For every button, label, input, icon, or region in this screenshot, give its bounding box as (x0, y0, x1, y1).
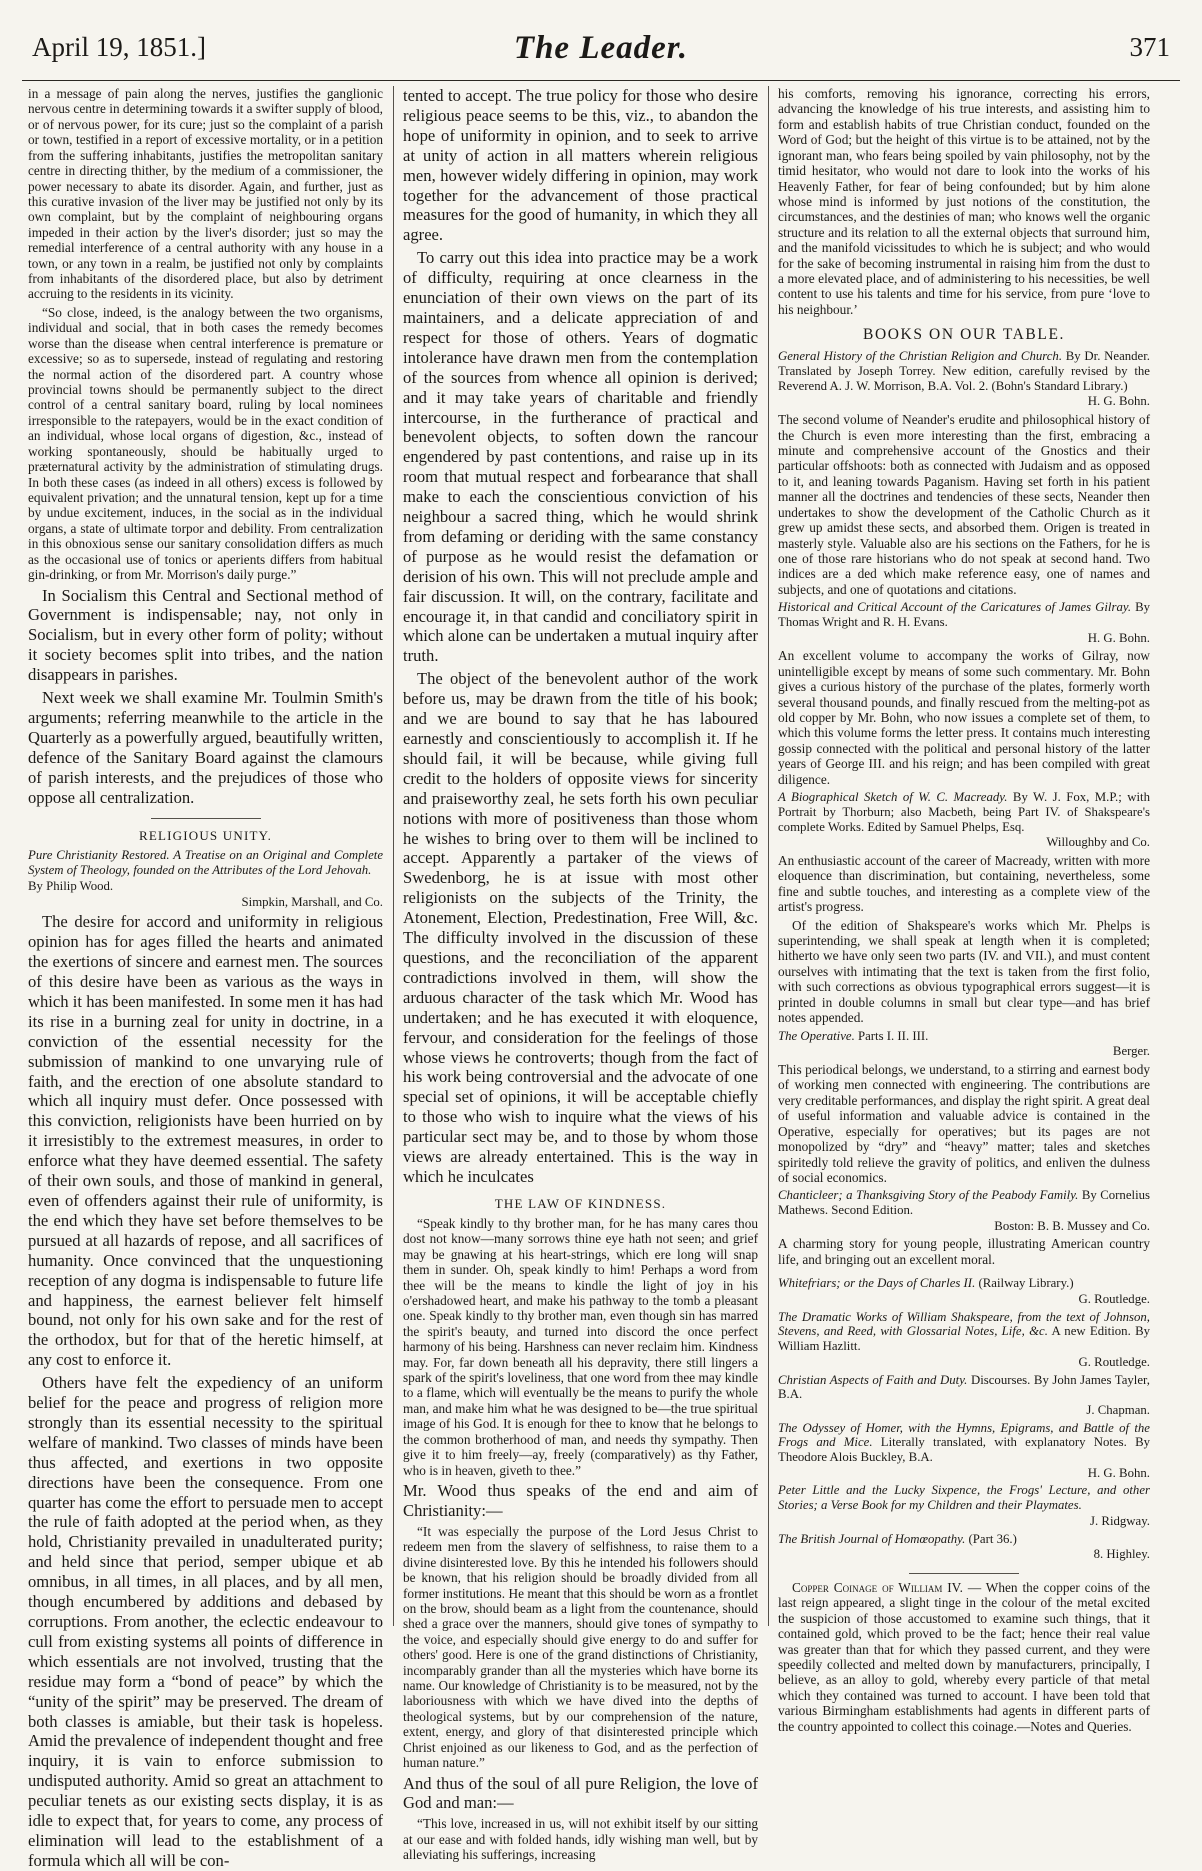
book-details: Literally translated, with explanatory Notes. By Theodore Alois Buckley, B.A. (778, 1435, 1151, 1465)
review-paragraph: The desire for accord and uniformity in religious opinion has for ages filled the hearts and animated the exertions of sincere and earnest men. The sources of this desire have been as various as the ways in which it has been manifested. In some men it has had its rise in a burning zeal for unity in doctrine, in a conviction of the essential necessity for the submission of mankind to one unvarying rule of faith, and the erection of one absolute standard to which all inquiry must defer. Once possessed with this conviction, religionists have been hurried on by it irresistibly to the extremest measures, in order to enforce what they have deemed essential. The safety of their own souls, and those of mankind in general, even of offenders against their rule of uniformity, is the end which they have set before themselves to be pursued at all hazards of repose, and all sacrifices of humanity. Once convinced that the unquestioning reception of any dogma is indispensable to future life and happiness, the earnest believer felt himself bound, not only for his own sake and for the rest of the orthodox, but for that of the heretic himself, at any cost to enforce it. (28, 912, 383, 1370)
book-details: By Thomas Wright and R. H. Evans. (778, 600, 1150, 629)
column-rule-right (768, 86, 769, 1626)
book-publisher: Boston: B. B. Mussey and Co. (994, 1218, 1150, 1233)
book-author: By Philip Wood. (28, 878, 114, 893)
column-rule-left (393, 86, 394, 1626)
newspaper-title: The Leader. (513, 30, 689, 66)
review-paragraph: Others have felt the expediency of an uniform belief for the peace and progress of religion more strongly than its essential necessity to the spiritual welfare of mankind. Two classes of minds have been thus affected, and exertions in two opposite directions have been the consequence. From one quarter has come the effort to persuade men to accept the rule of faith adopted at the period when, as they hold, Christianity prevailed in unadulterated purity; and held since that period, semper ubique et ab omnibus, in all times, in all places, and by all men, though encumbered by additions and debased by corruptions. From another, the eclectic endeavour to cull from existing systems all points of difference in which essentials are not involved, trusting that the residue may form a “bond of peace” by which the “unity of the spirit” may be preserved. The dream of both classes is amiable, but their task is hopeless. Amid the prevalence of independent thought and free inquiry, it is vain to enforce submission to undisputed authority. Amid so great an attachment to peculiar tenets as our existing sects display, it is as idle to expect that, for years to come, any process of elimination will lead to the establishment of a formula which all will be con- (28, 1373, 383, 1870)
review-paragraph: And thus of the soul of all pure Religion, the love of God and man:— (403, 1773, 758, 1813)
book-publisher: G. Routledge. (1078, 1354, 1150, 1369)
book-title: The British Journal of Homœopathy. (778, 1531, 966, 1546)
review-paragraph: To carry out this idea into practice may be a work of difficulty, requiring at once clearness in the enunciation of their own views on the part of its maintainers, and a delicate appreciation of and respect for those of others. Years of dogmatic intolerance have drawn men from the contemplation of the sources from whence all opinion is derived; and it may take years of charitable and friendly intercourse, in the furtherance of practical and benevolent objects, to soften down the rancour engendered by past contentions, and raise up in its room that mutual respect and forbearance that shall make to each the conscientious conviction of his neighbour a sacred thing, which he would shrink from defaming or deriding with the same constancy of purpose as he would resist the defamation or derision of his own. This will not preclude ample and fair discussion. It will, on the contrary, facilitate and encourage it, in that candid and conciliatory spirit in which alone can be undertaken a mutual inquiry after truth. (403, 248, 758, 666)
book-details: (Railway Library.) (978, 1276, 1074, 1291)
book-details: By Dr. Neander. Translated by Joseph Torrey. New edition, carefully revised by the Reverend A. J. W. Morrison, B.A. Vol. 2. (Bohn's Standard Library.) (778, 349, 1150, 393)
book-details: A new Edition. By William Hazlitt. (778, 1324, 1150, 1354)
book-notice: The second volume of Neander's erudite and philosophical history of the Church is even more interesting than the first, embracing a minute and comprehensive account of the Gnostics and their particular offshoots: both as connected with Judaism and as opposed to it, and leaning towards Paganism. Having set forth in his patient manner all the doctrines and tendencies of these sects, Neander then undertakes to show the development of the Catholic Church as it grew up amidst these sects, and absorbed them. Origen is treated in masterly style. Valuable also are his sections on the Fathers, for he is one of those rare historians who do not speak at second hand. Two indices are a ded which make reference easy, one of names and subjects, and one of quotations and citations. (778, 412, 1150, 597)
book-details: By W. J. Fox, M.P.; with Portrait by Thorburn; also Macbeth, being Part IV. of Shakspeare's complete Works. Edited by Samuel Phelps, Esq. (778, 790, 1151, 834)
column-2 (403, 86, 758, 1863)
book-publisher: J. Chapman. (1086, 1402, 1150, 1417)
book-notice: Of the edition of Shakspeare's works which Mr. Phelps is superintending, we shall speak at length when it is completed; hitherto we have only seen two parts (IV. and VII.), and must content ourselves with intimating that the text is taken from the first folio, with such corrections as obvious typographical errors suggest—it is printed in double columns in small but clear type—and has brief notes appended. (778, 917, 1150, 1026)
review-paragraph: The object of the benevolent author of the work before us, may be drawn from the title of his book; and we are bound to say that he has laboured earnestly and conscientiously to accomplish it. If he should fail, it will be because, while giving full credit to the holders of opposite views for sincerity and praiseworthy zeal, he sets forth his own peculiar notions with more of positiveness than those whom he wishes to bring over to them will be inclined to accept. Apparently a partaker of the views of Swedenborg, he is at issue with most other religionists on the subjects of the Trinity, the Atonement, Election, Predestination, Free Will, &c. The difficulty involved in the discussion of these questions, and the reconciliation of the apparent contradictions involved in them, will show the arduous character of the task which Mr. Wood has undertaken; and he has executed it with eloquence, fervour, and consideration for the feelings of those whose views he controverts; though from the fact of his work being controversial and the advocate of one special set of opinions, it will be acceptable chiefly to those who wish to inquire what the views of his particular sect may be, and to those by whom those views are already entertained. This is the way in which he inculcates (403, 669, 758, 1186)
book-title: General History of the Christian Religion and Church. (778, 349, 1063, 364)
book-publisher: Berger. (1112, 1044, 1150, 1059)
book-publisher: H. G. Bohn. (1087, 394, 1150, 409)
book-notice: An excellent volume to accompany the works of Gilray, now unintelligible except by means of some such commentary. Mr. Bohn gives a curious history of the purchase of the plates, formerly worth several thousand pounds, and finally rescued from the melting-pot as old copper by Mr. Bohn, who now issues a complete set of them, to which this volume forms the letter press. It contains much interesting gossip connected with the political and personal history of the latter years of George III. and his reign; and has been compiled with great diligence. (778, 648, 1150, 787)
quote-paragraph: “This love, increased in us, will not exhibit itself by our sitting at our ease and with folded hands, idly wishing man well, but by alleviating his sufferings, increasing (403, 1816, 758, 1863)
book-title: Historical and Critical Account of the Caricatures of James Gilray. (778, 600, 1132, 615)
quote-paragraph: in a message of pain along the nerves, justifies the ganglionic nervous centre in determining towards it a swifter supply of blood, or of nervous power, for its cure; just so the complaint of a parish or town, testified in a report of excessive mortality, or in a petition from the suffering inhabitants, justifies the metropolitan sanitary centre in directing thither, by the medium of a commissioner, the power necessary to abate its disorder. Again, and further, just as this curative invasion of the liver may be justified not only by its own complaint, but by the complaint of neighbouring organs impeded in their action by the liver's disorder; just so may the remedial interference of a central authority with any house in a town, or any town in a realm, be justified not only by complaints from inhabitants of the disordered place, but also by detriment accruing to the residents in its vicinity. (28, 86, 383, 302)
book-title: The Operative. (778, 1028, 855, 1043)
book-notice: An enthusiastic account of the career of Macready, written with more eloquence than discrimination, but containing, nevertheless, some fine and subtle touches, and interesting as a complete view of the artist's progress. (778, 852, 1150, 915)
book-details: Discourses. By John James Tayler, B.A. (778, 1372, 1150, 1402)
book-title: Whitefriars; or the Days of Charles II. (778, 1276, 976, 1291)
review-paragraph: tented to accept. The true policy for those who desire religious peace seems to be this, viz., to abandon the hope of uniformity in opinion, and to seek to arrive at unity of action in all matters wherein religious men, however widely differing in opinion, may work together for the advancement of those practical measures for the good of humanity, in which they all agree. (403, 86, 758, 245)
quote-paragraph: “It was especially the purpose of the Lord Jesus Christ to redeem men from the slavery of selfishness, to raise them to a divine disinterested love. By this he intended his followers should be known, that his religion should be broadly divided from all former institutions. He meant that this should be worn as a frontlet on the brow, should beam as a light from the countenance, should shed a grace over the manners, should give tones of sympathy to the voice, and especially should give energy to do and suffer for others' good. Here is one of the grand distinctions of Christianity, incomparably grander than all the mysteries which have borne its name. Our knowledge of Christianity is to be measured, not by the laboriousness with which we have dived into the depths of theological systems, but by our comprehension of the nature, extent, energy, and glory of that disinterested principle which Christ enjoined as our likeness to God, and as the perfection of human nature.” (403, 1523, 758, 1771)
masthead (22, 28, 1180, 81)
quote-paragraph: his comforts, removing his ignorance, correcting his errors, advancing the knowledge of his true interests, and assisting him to form and establish habits of true Christian conduct, founded on the Word of God; but the height of this virtue is to be attained, not by the ignorant man, who fears being spoiled by vain philosophy, not by the timid hesitator, who would not dare to look into the works of his Heavenly Father, for fear of being confounded; but by him alone whose mind is informed by just notions of the constitution, the circumstances, and the destinies of man; who knows well the organic structure and its relation to all the external objects that surround him, and the manifold vicissitudes to which he is subject; and who would for the sake of becoming instrumental in raising him from the dust to a more elevated place, and of administering to his necessities, be well content to use his talents and time for his service, from pure ‘love to his neighbour.’ (778, 86, 1150, 317)
section-divider (909, 1573, 1019, 1574)
book-details: Parts I. II. III. (857, 1028, 929, 1043)
section-heading: BOOKS ON OUR TABLE. (863, 326, 1065, 344)
body-paragraph: Next week we shall examine Mr. Toulmin Smith's arguments; referring meanwhile to the article in the Quarterly as a powerfully argued, beautifully written, defence of the Sanitary Board against the clamours of parish interests, and the prejudices of those who oppose all centralization. (28, 688, 383, 807)
review-paragraph: Mr. Wood thus speaks of the end and aim of Christianity:— (403, 1481, 758, 1520)
book-title: Pure Christianity Restored. A Treatise on an Original and Complete System of Theology, founded on the Attributes of the Lord Jehovah. (28, 848, 383, 878)
issue-date: April 19, 1851.] (32, 32, 206, 62)
book-title: The Odyssey of Homer, with the Hymns, Epigrams, and Battle of the Frogs and Mice. (778, 1420, 1150, 1450)
article-heading: Copper Coinage of William IV. (792, 1579, 963, 1595)
book-title: Chanticleer; a Thanksgiving Story of the Peabody Family. (778, 1188, 1079, 1203)
book-publisher: J. Ridgway. (1090, 1513, 1150, 1528)
page-number: 371 (1129, 32, 1170, 62)
book-publisher: Simpkin, Marshall, and Co. (241, 894, 383, 909)
section-heading: RELIGIOUS UNITY. (138, 828, 273, 844)
book-title: A Biographical Sketch of W. C. Macready. (778, 790, 1008, 805)
book-publisher: H. G. Bohn. (1087, 1465, 1150, 1480)
column-1 (28, 86, 383, 1870)
book-details: (Part 36.) (968, 1531, 1017, 1546)
quote-paragraph: “So close, indeed, is the analogy between the two organisms, individual and social, that in both cases the remedy becomes worse than the disease when central interference is premature or excessive; so as to supersede, instead of regulating and restoring the normal action of the disordered part. A country whose provincial towns should be permanently subject to the direct control of a central sanitary board, ruling by local nominees irresponsible to the ratepayers, would be in the exact condition of an individual, whose local organs of digestion, &c., instead of working spontaneously, should be habitually urged to præternatural activity by the administration of stimulating drugs. In both these cases (as indeed in all others) excess is followed by equivalent privation; and the unnatural tension, kept up for a time by undue excitement, induces, in the social as in the individual organs, a state of ultimate torpor and debility. From centralization in this obnoxious sense our sanitary consolidation differs as much as the occasional use of tonics or aperients differs from habitual gin-drinking, or from Mr. Morrison's daily purge.” (28, 304, 383, 583)
quote-paragraph: “Speak kindly to thy brother man, for he has many cares thou dost not know—many sorrows thine eye hath not seen; and grief may be gnawing at his heart-strings, which ere long will snap them in sunder. Oh, speak kindly to him! Perhaps a word from thee will be the means to kindle the light of joy in his o'ershadowed heart, and make his pathway to the tomb a pleasant one. Speak kindly to thy brother man, even though sin has marred the spirit's beauty, and turned into discord the once perfect harmony of his being. Harshness can never reclaim him. Kindness may. For, far down beneath all his depravity, there still lingers a spark of the spirit's loveliness, that one word from thee may kindle to a flame, which will eventually be the means to purify the whole man, and make him what he was designed to be—the true spiritual image of his God. It is enough for thee to know that he belongs to the common brotherhood of man, and needs thy sympathy. Then give it to him freely—ay, freely (comparatively) as thy Father, who is in heaven, giveth to thee.” (403, 1215, 758, 1478)
quote-heading: THE LAW OF KINDNESS. (494, 1195, 667, 1211)
book-notice: This periodical belongs, we understand, to a stirring and earnest body of working men connected with engineering. The contributions are very creditable performances, and display the right spirit. A great deal of useful information and valuable advice is contained in the Operative, especially for operatives; but its pages are not monopolized by “dry” and “heavy” matter; tales and sketches spiritedly told relieve the gravity of politics, and enliven the dulness of social economics. (778, 1061, 1150, 1185)
article-body: — When the copper coins of the last reign appeared, a slight tinge in the colour of the metal excited the suspicion of those accustomed to examine such things, that it contained gold, which proved to be the fact; hence their real value was greater than that for which they passed current, and they were speedily collected and melted down by manufacturers, principally, I believe, as an alloy to gold, whereby every particle of that metal which they contained was turned to account. I have been told that various Birmingham establishments had agents in different parts of the country appointed to collect this coinage.—Notes and Queries. (778, 1579, 1150, 1734)
book-publisher: Willoughby and Co. (1046, 835, 1150, 850)
book-details: By Cornelius Mathews. Second Edition. (778, 1188, 1151, 1218)
book-title: Peter Little and the Lucky Sixpence, the Frogs' Lecture, and other Stories; a Verse Book for my Children and their Playmates. (778, 1483, 1150, 1513)
body-paragraph: In Socialism this Central and Sectional method of Government is indispensable; nay, not only in Socialism, but in every other form of polity; without it society becomes split into tribes, and the nation disappears in parishes. (28, 585, 383, 685)
book-publisher: 8. Highley. (1093, 1547, 1150, 1562)
book-publisher: H. G. Bohn. (1087, 630, 1150, 645)
book-title: Christian Aspects of Faith and Duty. (778, 1372, 968, 1387)
book-title: The Dramatic Works of William Shakspeare, from the text of Johnson, Stevens, and Reed, with Glossarial Notes, Life, &c. (778, 1309, 1150, 1339)
section-divider (151, 818, 261, 819)
book-publisher: G. Routledge. (1078, 1292, 1150, 1306)
book-notice: A charming story for young people, illustrating American country life, and bringing out an excellent moral. (778, 1236, 1150, 1267)
column-3 (778, 86, 1151, 1734)
